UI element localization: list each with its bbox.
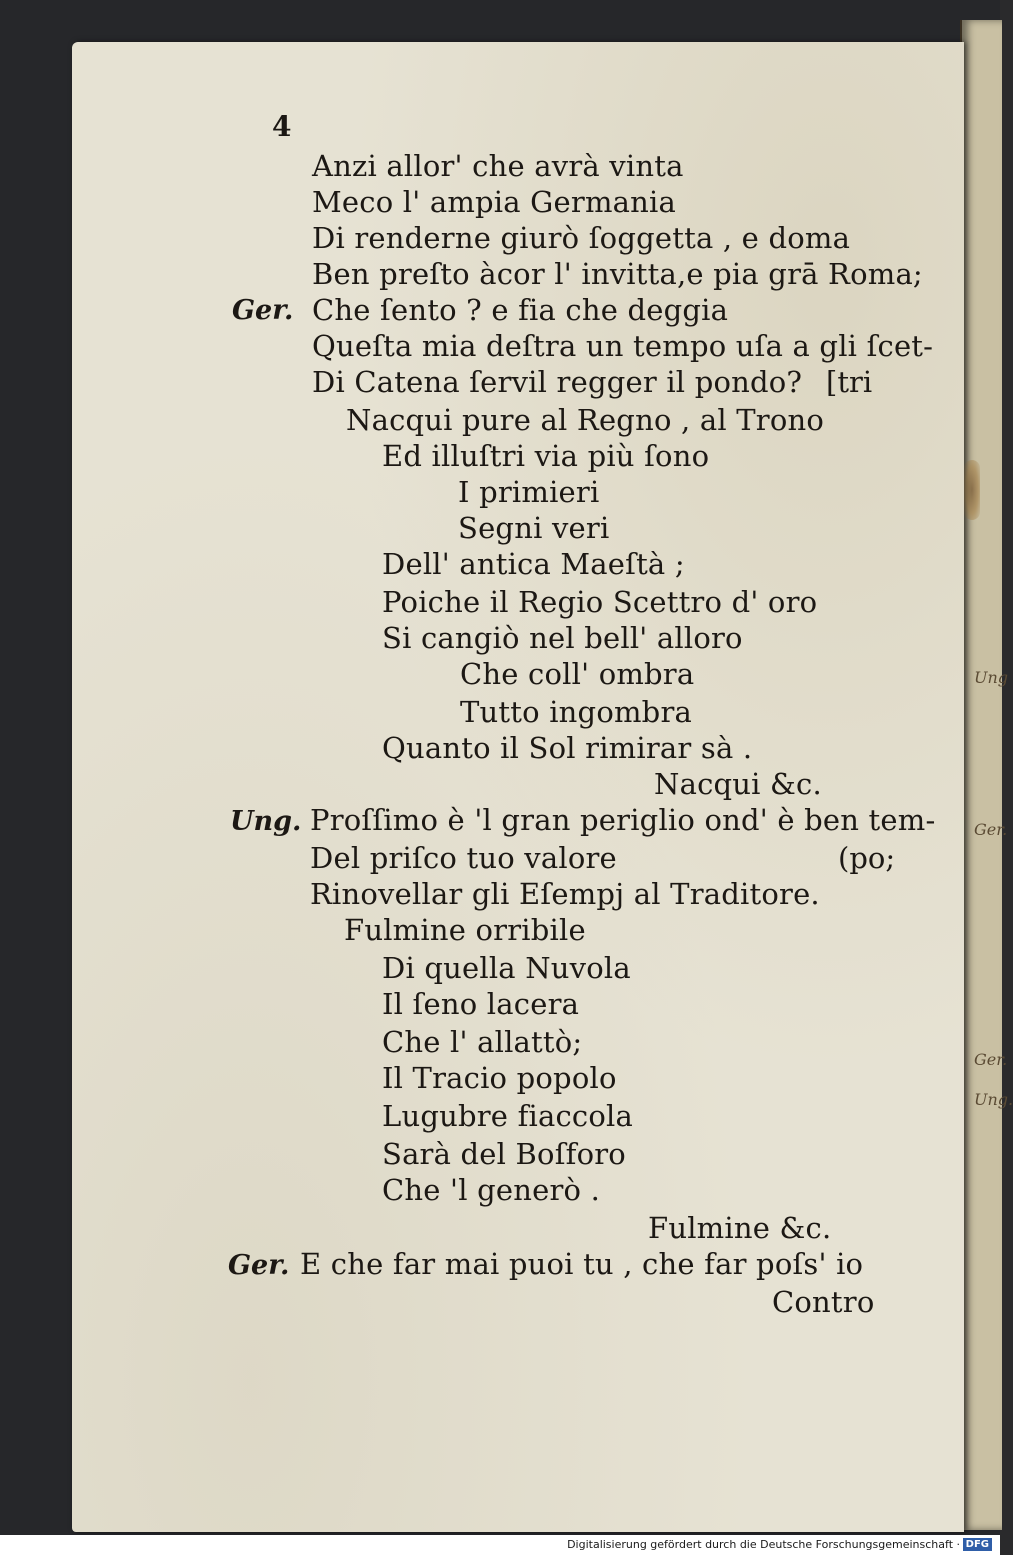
verse-line: Anzi allor' che avrà vinta — [312, 149, 684, 183]
verse-line: Si cangiò nel bell' alloro — [382, 621, 743, 655]
verse-line: Di renderne giurò ſoggetta , e doma — [312, 221, 851, 255]
verse-line: I primieri — [458, 475, 600, 509]
verse-line: Poiche il Regio Scettro d' oro — [382, 585, 818, 619]
verse-line: Queſta mia deſtra un tempo uſa a gli ſcet- — [312, 329, 934, 363]
verse-line: Rinovellar gli Eſempj al Traditore. — [310, 877, 820, 911]
refrain-cue: Fulmine &c. — [648, 1211, 832, 1245]
turnover-bracket: (po; — [838, 841, 896, 875]
verse-line: Di Catena ſervil regger il pondo? — [312, 365, 803, 399]
catchword: Contro — [772, 1285, 875, 1319]
verse-line: Proſſimo è 'l gran periglio ond' è ben tem- — [310, 803, 936, 837]
verse-line: Il ſeno lacera — [382, 987, 580, 1021]
funding-credit: Digitalisierung gefördert durch die Deutsche Forschungsgemeinschaft · — [567, 1538, 960, 1551]
verse-line: Lugubre fiaccola — [382, 1099, 633, 1133]
page-number: 4 — [272, 110, 292, 143]
verse-line: Che ſento ? e fia che deggia — [312, 293, 729, 327]
verse-line: Che coll' ombra — [460, 657, 695, 691]
verse-line: Nacqui pure al Regno , al Trono — [346, 403, 825, 437]
verse-line: Che 'l generò . — [382, 1173, 601, 1207]
speaker-label: Ger. — [232, 295, 294, 326]
verse-line: Ed illuſtri via più ſono — [382, 439, 710, 473]
facing-page-fragment: Ger. — [974, 820, 1008, 839]
speaker-label: Ung. — [230, 806, 302, 837]
verse-line: Ben preſto àcor l' invitta,e pia grā Roma; — [312, 257, 923, 291]
dfg-logo: DFG — [963, 1538, 992, 1551]
verse-line: Quanto il Sol rimirar sà . — [382, 731, 753, 765]
verse-line: Fulmine orribile — [344, 913, 586, 947]
facing-page-fragment: Ung. — [974, 1090, 1013, 1109]
verse-line: Tutto ingombra — [460, 695, 692, 729]
facing-page-fragment: Ger. — [974, 1050, 1008, 1069]
verse-line: Il Tracio popolo — [382, 1061, 617, 1095]
speaker-label: Ger. — [228, 1250, 290, 1281]
verse-line: E che far mai puoi tu , che far poſs' io — [300, 1247, 864, 1281]
verse-line: Che l' allattò; — [382, 1025, 583, 1059]
verse-line: Meco l' ampia Germania — [312, 185, 676, 219]
turnover-bracket: [tri — [826, 365, 873, 399]
verse-line: Di quella Nuvola — [382, 951, 631, 985]
verse-line: Del priſco tuo valore — [310, 841, 617, 875]
facing-page-fragment: Ung — [974, 668, 1009, 687]
refrain-cue: Nacqui &c. — [654, 767, 822, 801]
verse-line: Sarà del Boſforo — [382, 1137, 626, 1171]
verse-line: Segni veri — [458, 511, 610, 545]
verse-line: Dell' antica Maeſtà ; — [382, 547, 685, 581]
